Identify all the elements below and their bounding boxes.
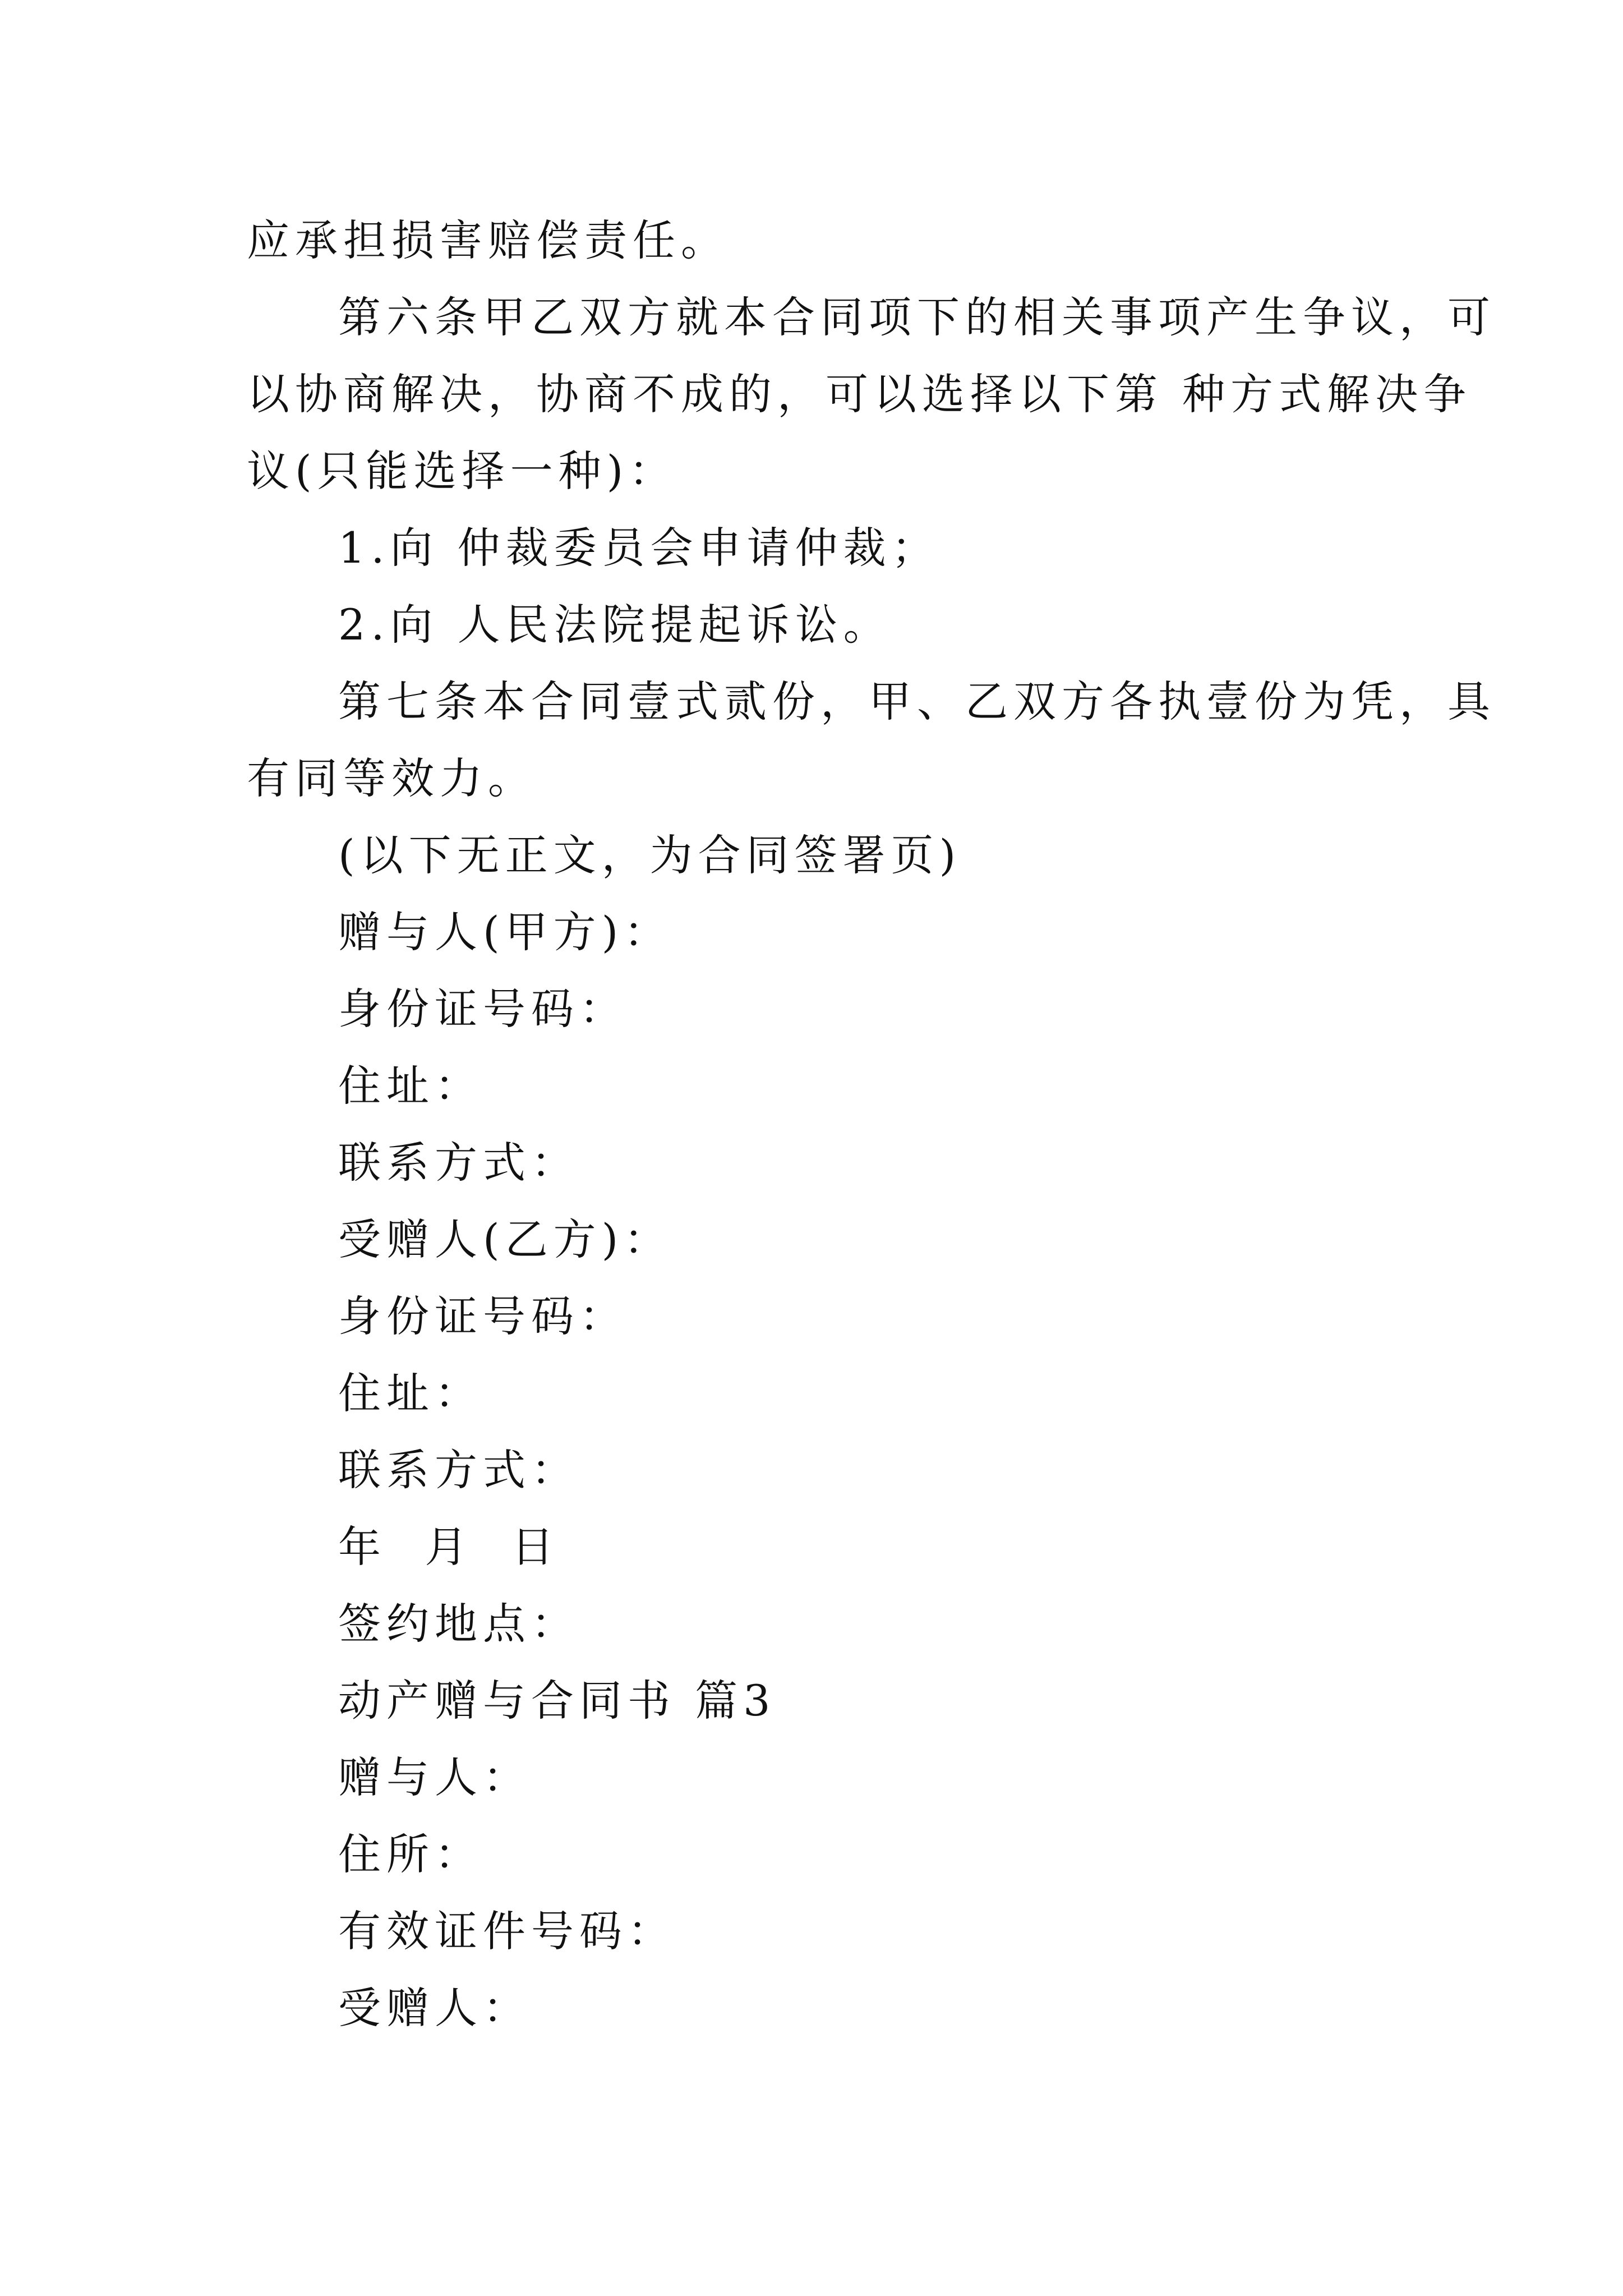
document-body xyxy=(247,202,1496,2046)
form-label: 签约地点： xyxy=(338,1599,579,1649)
form-label: 联系方式： xyxy=(338,1138,579,1188)
section-title: 动产赠与合同书 篇3 xyxy=(338,1676,776,1726)
date-line: 年 月 日 xyxy=(338,1522,560,1572)
form-label: 受赠人(乙方)： xyxy=(338,1214,672,1264)
list-item: 2.向 人民法院提起诉讼。 xyxy=(338,600,892,650)
form-label: 住址： xyxy=(338,1061,483,1111)
text-line: (以下无正文，为合同签署页) xyxy=(338,830,962,880)
list-item: 1.向 仲裁委员会申请仲裁； xyxy=(338,523,940,573)
text-line: 有同等效力。 xyxy=(247,753,536,803)
text-line: 以协商解决，协商不成的，可以选择以下第 种方式解决争 xyxy=(247,369,1472,419)
text-line: 第六条甲乙双方就本合同项下的相关事项产生争议，可 xyxy=(338,292,1496,342)
form-label: 联系方式： xyxy=(338,1445,579,1495)
text-line: 第七条本合同壹式贰份，甲、乙双方各执壹份为凭，具 xyxy=(338,677,1496,726)
form-label: 住址： xyxy=(338,1368,483,1418)
form-label: 赠与人： xyxy=(338,1752,531,1802)
form-label: 身份证号码： xyxy=(338,984,628,1034)
text-line: 应承担损害赔偿责任。 xyxy=(247,215,729,265)
form-label: 住所： xyxy=(338,1829,483,1879)
form-label: 赠与人(甲方)： xyxy=(338,907,672,957)
form-label: 有效证件号码： xyxy=(338,1906,676,1956)
form-label: 受赠人： xyxy=(338,1983,531,2033)
text-line: 议(只能选择一种)： xyxy=(247,446,677,496)
form-label: 身份证号码： xyxy=(338,1291,628,1341)
